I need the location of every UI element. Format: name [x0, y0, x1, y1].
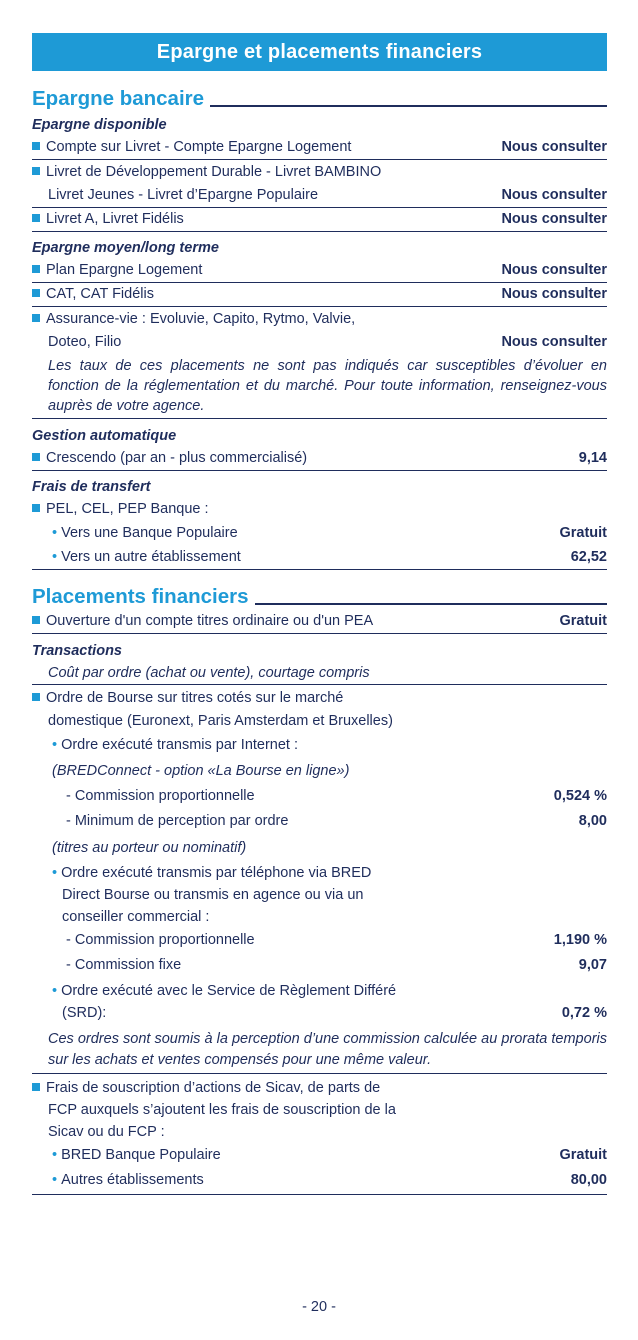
square-bullet-icon: [32, 616, 40, 624]
section-title: Epargne bancaire: [32, 87, 205, 110]
list-item: Frais de souscription d’actions de Sicav, de parts de FCP auxquels s’ajoutent les frais de souscription de la Sicav ou du FCP :: [32, 1074, 607, 1143]
item-value: Nous consulter: [501, 286, 607, 302]
list-item: - Commission fixe 9,07: [32, 953, 607, 978]
square-bullet-icon: [32, 693, 40, 701]
bullet-dot-icon: •: [52, 1172, 58, 1188]
list-item: PEL, CEL, PEP Banque :: [32, 498, 607, 521]
heading-rule: [255, 603, 608, 605]
bullet-dot-icon: •: [52, 1147, 58, 1163]
item-value: 80,00: [570, 1172, 607, 1188]
list-item: • Vers une Banque Populaire Gratuit: [32, 521, 607, 545]
item-value: Gratuit: [559, 525, 607, 541]
square-bullet-icon: [32, 1083, 40, 1091]
section-heading-placements: [32, 578, 607, 608]
bullet-dot-icon: •: [52, 865, 58, 881]
internet-note: (BREDConnect - option «La Bourse en ligne»): [52, 763, 350, 779]
item-value: 1,190 %: [553, 932, 607, 948]
list-item: Livret A, Livret Fidélis Nous consulter: [32, 208, 607, 232]
list-item: • Autres établissements 80,00: [32, 1168, 607, 1195]
item-value: 9,14: [578, 450, 607, 466]
transactions-subtitle: Coût par ordre (achat ou vente), courtage compris: [32, 662, 607, 685]
list-item: Assurance-vie : Evoluvie, Capito, Rytmo, Valvie, Doteo, Filio Nous consulter: [32, 307, 607, 354]
subsection-title-moyen-terme: Epargne moyen/long terme: [32, 240, 219, 256]
square-bullet-icon: [32, 214, 40, 222]
item-value: Gratuit: [559, 613, 607, 629]
item-value: 62,52: [570, 549, 607, 565]
bullet-dot-icon: •: [52, 549, 58, 565]
subsection-title-gestion: Gestion automatique: [32, 428, 177, 444]
item-value: 9,07: [578, 957, 607, 973]
item-value: 0,524 %: [553, 788, 607, 804]
list-item: • BRED Banque Populaire Gratuit: [32, 1143, 607, 1168]
document-page: [32, 33, 607, 1195]
item-value: Nous consulter: [501, 187, 607, 203]
square-bullet-icon: [32, 314, 40, 322]
list-item: Crescendo (par an - plus commercialisé) 9,14: [32, 447, 607, 471]
square-bullet-icon: [32, 142, 40, 150]
heading-rule: [210, 105, 607, 107]
subsection-title-disponible: Epargne disponible: [32, 117, 167, 133]
item-value: Nous consulter: [501, 334, 607, 350]
item-value: 0,72 %: [561, 1005, 607, 1021]
bullet-dot-icon: •: [52, 983, 58, 999]
item-value: Nous consulter: [501, 211, 607, 227]
list-item: Ordre de Bourse sur titres cotés sur le marché domestique (Euronext, Paris Amsterdam et Bruxelles): [32, 685, 607, 733]
square-bullet-icon: [32, 504, 40, 512]
list-item: - Minimum de perception par ordre 8,00: [32, 809, 607, 834]
list-item: • Vers un autre établissement 62,52: [32, 545, 607, 570]
list-item: Compte sur Livret - Compte Epargne Logement Nous consulter: [32, 136, 607, 160]
list-item: • Ordre exécuté transmis par Internet :: [52, 737, 299, 753]
list-item: Ouverture d'un compte titres ordinaire ou d'un PEA Gratuit: [32, 610, 607, 634]
list-item: Plan Epargne Logement Nous consulter: [32, 259, 607, 283]
bullet-dot-icon: •: [52, 737, 58, 753]
page-number: - 20 -: [302, 1299, 336, 1315]
list-item: • Ordre exécuté avec le Service de Règlement Différé (SRD): 0,72 %: [32, 980, 607, 1025]
item-value: 8,00: [578, 813, 607, 829]
square-bullet-icon: [32, 289, 40, 297]
square-bullet-icon: [32, 167, 40, 175]
square-bullet-icon: [32, 453, 40, 461]
list-item: CAT, CAT Fidélis Nous consulter: [32, 283, 607, 307]
list-item: - Commission proportionnelle 0,524 %: [32, 784, 607, 809]
list-item: - Commission proportionnelle 1,190 %: [32, 928, 607, 953]
section-title: Placements financiers: [32, 585, 249, 608]
page-banner: Epargne et placements financiers: [32, 33, 607, 71]
info-note: Ces ordres sont soumis à la perception d’une commission calculée au prorata temporis sur les achats et ventes compensés pour une même valeur.: [32, 1025, 607, 1074]
list-item: Livret de Développement Durable - Livret BAMBINO Livret Jeunes - Livret d’Epargne Populaire Nous consulter: [32, 160, 607, 208]
porteur-note: (titres au porteur ou nominatif): [52, 840, 247, 856]
item-value: Nous consulter: [501, 139, 607, 155]
item-value: Gratuit: [559, 1147, 607, 1163]
list-item: • Ordre exécuté transmis par téléphone via BRED Direct Bourse ou transmis en agence ou via un conseiller commercial :: [52, 865, 372, 925]
section-heading-epargne-bancaire: [32, 80, 607, 110]
bullet-dot-icon: •: [52, 525, 58, 541]
square-bullet-icon: [32, 265, 40, 273]
info-note: Les taux de ces placements ne sont pas indiqués car susceptibles d’évoluer en fonction de la réglementation et du marché. Pour toute information, renseignez-vous auprès de votre agence.: [32, 354, 607, 419]
subsection-title-transactions: Transactions: [32, 643, 122, 659]
subsection-title-transfert: Frais de transfert: [32, 479, 151, 495]
item-value: Nous consulter: [501, 262, 607, 278]
